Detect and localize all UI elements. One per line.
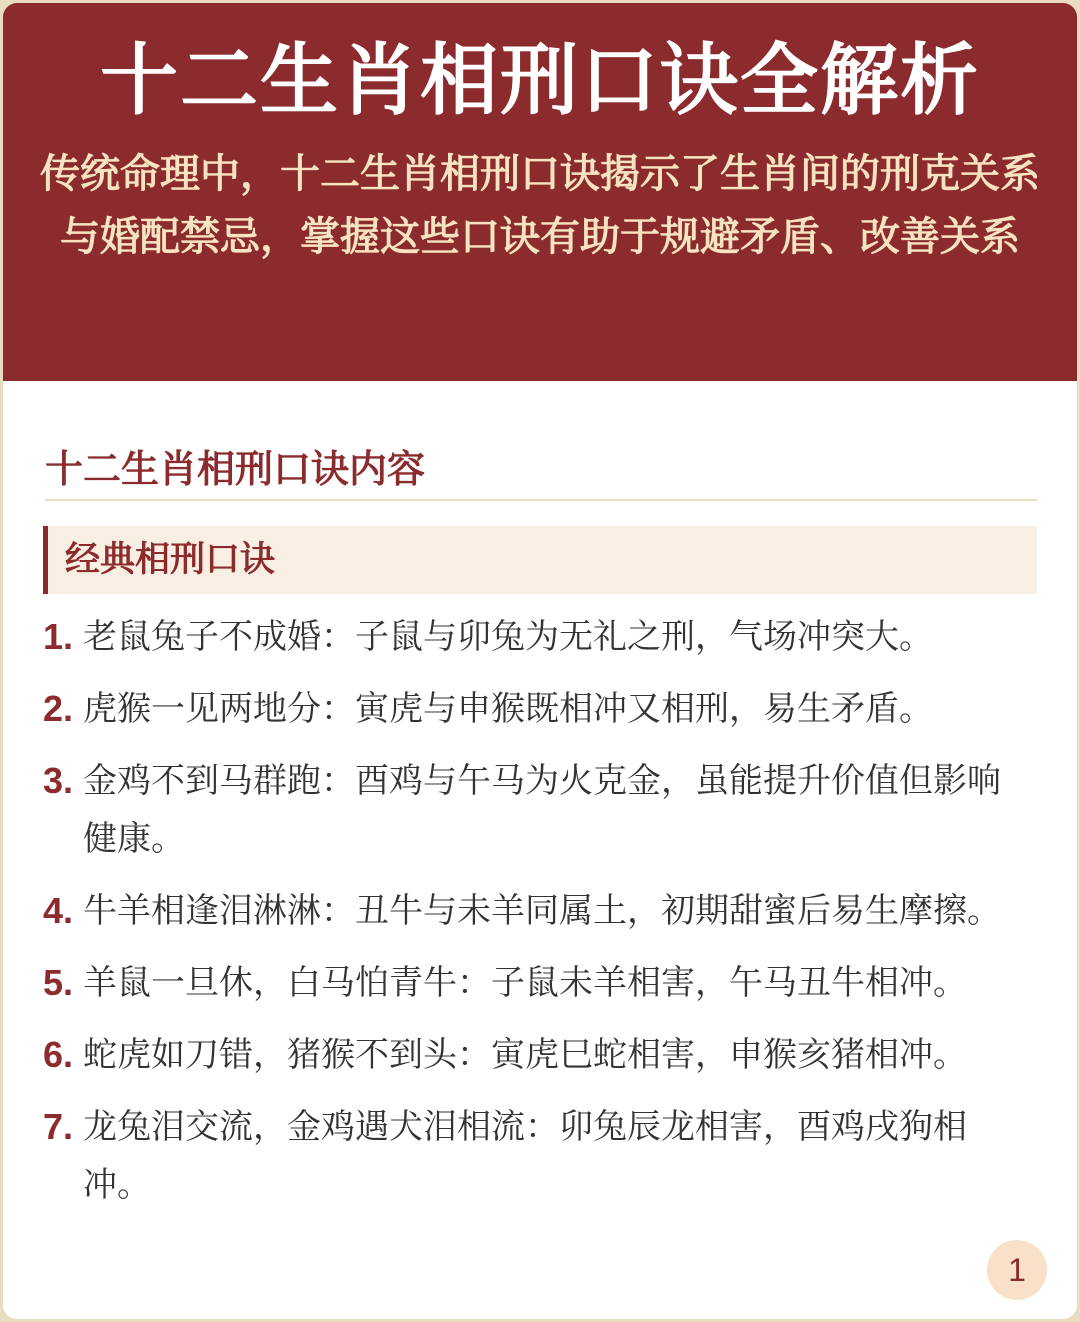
item-number: 6. — [43, 1034, 74, 1075]
item-text: 虎猴一见两地分：寅虎与申猴既相冲又相刑，易生矛盾。 — [83, 689, 933, 729]
intro-text: 传统命理中，十二生肖相刑口诀揭示了生肖间的刑克关系与婚配禁忌，掌握这些口诀有助于规避矛盾、改善关系 — [40, 151, 1040, 260]
list-item — [43, 608, 1033, 666]
list-item — [43, 954, 1033, 1012]
item-text: 羊鼠一旦休，白马怕青牛：子鼠未羊相害，午马丑牛相冲。 — [83, 963, 967, 1003]
list-item — [43, 882, 1033, 940]
article-card — [3, 3, 1077, 1319]
item-number: 2. — [43, 688, 74, 729]
subsection-header — [43, 526, 1037, 594]
rhyme-list — [43, 608, 1033, 1228]
item-text: 老鼠兔子不成婚：子鼠与卯兔为无礼之刑，气场冲突大。 — [83, 617, 933, 657]
page-title: 十二生肖相刑口诀全解析 — [99, 36, 980, 126]
section-title: 十二生肖相刑口诀内容 — [45, 447, 426, 491]
item-number: 1. — [43, 616, 74, 657]
accent-bar — [43, 526, 48, 594]
item-text: 牛羊相逢泪淋淋：丑牛与未羊同属土，初期甜蜜后易生摩擦。 — [83, 891, 1001, 931]
item-text: 蛇虎如刀错，猪猴不到头：寅虎巳蛇相害，申猴亥猪相冲。 — [83, 1035, 967, 1075]
subsection-title: 经典相刑口诀 — [65, 540, 276, 580]
list-item — [43, 752, 1033, 868]
list-item — [43, 1026, 1033, 1084]
item-number: 3. — [43, 760, 74, 801]
section-divider — [45, 499, 1037, 501]
item-text: 龙兔泪交流，金鸡遇犬泪相流：卯兔辰龙相害，酉鸡戌狗相冲。 — [83, 1107, 967, 1205]
item-number: 4. — [43, 890, 74, 931]
item-number: 7. — [43, 1106, 74, 1147]
list-item — [43, 1098, 1033, 1214]
item-text: 金鸡不到马群跑：酉鸡与午马为火克金，虽能提升价值但影响健康。 — [83, 761, 1001, 859]
list-item — [43, 680, 1033, 738]
page-number-badge: 1 — [987, 1240, 1047, 1300]
item-number: 5. — [43, 962, 74, 1003]
header-banner — [3, 3, 1077, 381]
